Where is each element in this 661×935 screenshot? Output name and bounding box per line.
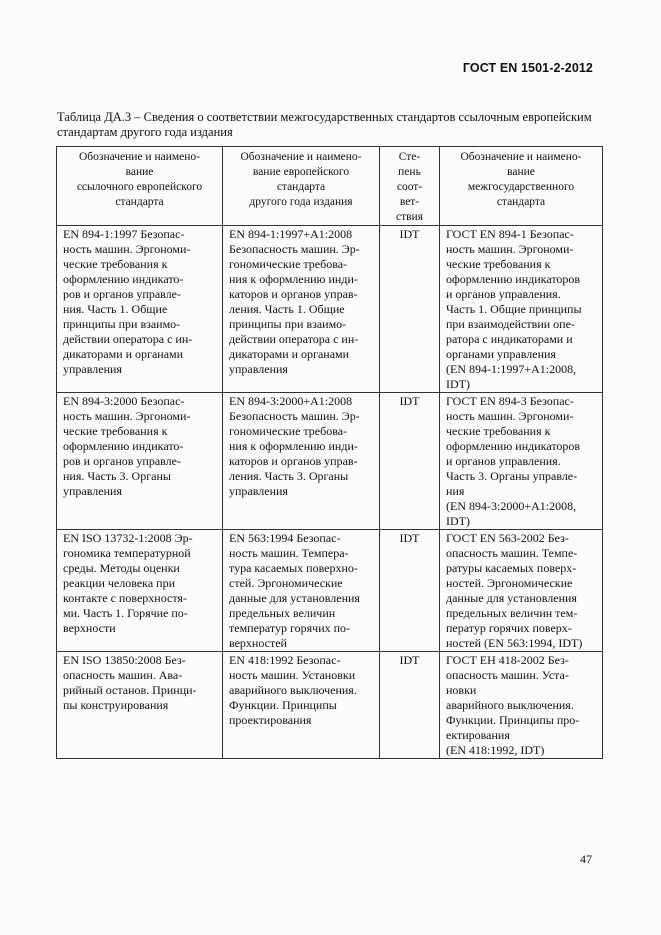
- cell-ref-standard: EN 894-1:1997 Безопас- ность машин. Эргономи- ческие требования к оформлению индикато- ров и органов управле- ния. Часть 1. Общие принципы при взаимо- действии оператора с ин- дикаторами и органами управления: [57, 226, 223, 393]
- header-ref-standard: Обозначение и наимено- вание ссылочного европейского стандарта: [57, 147, 223, 226]
- cell-degree: IDT: [380, 226, 440, 393]
- header-gost-standard: Обозначение и наимено- вание межгосударственного стандарта: [440, 147, 603, 226]
- standards-table: [56, 146, 603, 759]
- cell-other-standard: EN 563:1994 Безопас- ность машин. Темпера- тура касаемых поверхно- стей. Эргономические данные для установления предельных величин температур горячих по- верхностей: [223, 530, 380, 652]
- cell-gost-standard: ГОСТ EN 894-1 Безопас- ность машин. Эргономи- ческие требования к оформлению индикаторов и органов управления. Часть 1. Общие принципы при взаимодействии опе- ратора с индикаторами и органами управления (EN 894-1:1997+A1:2008, IDT): [440, 226, 603, 393]
- table-caption: Таблица ДА.3 – Сведения о соответствии межгосударственных стандартов ссылочным европейским стандартам другого года издания: [57, 110, 592, 139]
- cell-gost-standard: ГОСТ EN 894-3 Безопас- ность машин. Эргономи- ческие требования к оформлению индикаторов и органов управления. Часть 3. Органы управле- ния (EN 894-3:2000+A1:2008, IDT): [440, 393, 603, 530]
- cell-degree: IDT: [380, 530, 440, 652]
- header-other-standard: Обозначение и наимено- вание европейского стандарта другого года издания: [223, 147, 380, 226]
- page-number: 47: [580, 852, 592, 866]
- document-id: ГОСТ EN 1501-2-2012: [462, 61, 593, 75]
- header-degree: Сте- пень соот- вет- ствия: [380, 147, 440, 226]
- table-row: [57, 652, 603, 759]
- table-row: [57, 530, 603, 652]
- cell-ref-standard: EN 894-3:2000 Безопас- ность машин. Эргономи- ческие требования к оформлению индикато- ров и органов управле- ния. Часть 3. Органы управления: [57, 393, 223, 530]
- cell-ref-standard: EN ISO 13732-1:2008 Эр- гономика температурной среды. Методы оценки реакции человека при контакте с поверхностя- ми. Часть 1. Горячие по- верхности: [57, 530, 223, 652]
- table-header-row: [57, 147, 603, 226]
- cell-gost-standard: ГОСТ ЕН 418-2002 Без- опасность машин. Уста- новки аварийного выключения. Функции. Принципы про- ектирования (EN 418:1992, IDT): [440, 652, 603, 759]
- cell-other-standard: EN 894-1:1997+A1:2008 Безопасность машин. Эр- гономические требова- ния к оформлению инди- каторов и органов управ- ления. Часть 1. Общие принципы при взаимо- действии оператора с ин- дикаторами и органами управления: [223, 226, 380, 393]
- cell-other-standard: EN 894-3:2000+A1:2008 Безопасность машин. Эр- гономические требова- ния к оформлению инди- каторов и органов управ- ления. Часть 3. Органы управления: [223, 393, 380, 530]
- table-row: [57, 226, 603, 393]
- cell-other-standard: EN 418:1992 Безопас- ность машин. Установки аварийного выключения. Функции. Принципы проектирования: [223, 652, 380, 759]
- cell-degree: IDT: [380, 652, 440, 759]
- cell-degree: IDT: [380, 393, 440, 530]
- cell-gost-standard: ГОСТ EN 563-2002 Без- опасность машин. Темпе- ратуры касаемых поверх- ностей. Эргономические данные для установления предельных величин тем- ператур горячих поверх- ностей (EN 563:1994, IDT): [440, 530, 603, 652]
- table-row: [57, 393, 603, 530]
- cell-ref-standard: EN ISO 13850:2008 Без- опасность машин. Ава- рийный останов. Принци- пы конструирования: [57, 652, 223, 759]
